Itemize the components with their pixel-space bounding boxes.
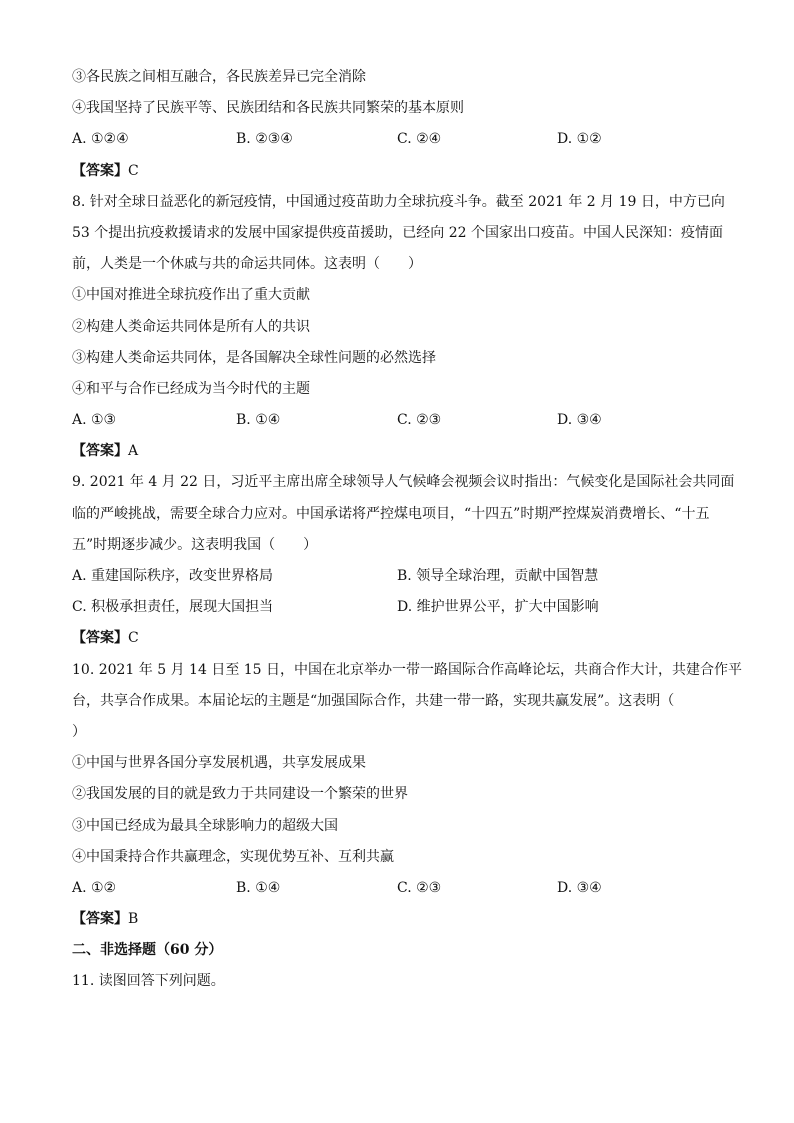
q10-item-1: ①中国与世界各国分享发展机遇，共享发展成果 [72, 755, 366, 772]
q8-answer [72, 436, 722, 467]
question-9 [72, 467, 735, 654]
q7-item-3: ③各民族之间相互融合，各民族差异已完全消除 [72, 69, 366, 85]
q10-item-3: ③中国已经成为最具全球影响力的超级大国 [72, 817, 338, 834]
q10-stem-line-1: 10. 2021 年 5 月 14 日至 15 日，中国在北京举办一带一路国际合作高峰论坛，共商合作大计，共建合作平 [72, 661, 743, 678]
q7-option-b: B. ②③④ [236, 131, 293, 148]
q7-options [72, 124, 722, 155]
q10-stem-line-3: ） [72, 723, 86, 740]
q9-option-d: D. 维护世界公平，扩大中国影响 [397, 599, 599, 616]
q10-item-4: ④中国秉持合作共赢理念，实现优势互补、互利共赢 [72, 848, 394, 865]
q9-answer-value: C [128, 630, 139, 647]
q7-answer-value: C [128, 162, 139, 179]
q10-option-c: C. ②③ [397, 879, 442, 896]
q8-item-4: ④和平与合作已经成为当今时代的主题 [72, 380, 310, 397]
q10-option-a: A. ①② [72, 879, 117, 896]
q8-stem-line-1: 8. 针对全球日益恶化的新冠疫情，中国通过疫苗助力全球抗疫斗争。截至 2021 年 2 月 19 日，中方已向 [72, 193, 725, 210]
q9-answer [72, 623, 722, 654]
q8-stem-line-2: 53 个提出抗疫救援请求的发展中国家提供疫苗援助，已经向 22 个国家出口疫苗。中国人民深知：疫情面 [72, 224, 723, 241]
q10-stem-line-2: 台，共享合作成果。本届论坛的主题是“加强国际合作，共建一带一路，实现共赢发展”。这表明（ [72, 692, 675, 709]
q8-item-1: ①中国对推进全球抗疫作出了重大贡献 [72, 287, 310, 304]
q9-options-row-2 [72, 592, 722, 623]
q8-option-c: C. ②③ [397, 412, 442, 429]
exam-page [72, 62, 743, 998]
q9-option-c: C. 积极承担责任，展现大国担当 [72, 599, 274, 616]
q8-answer-value: A [128, 443, 139, 460]
q11-stem: 11. 读图回答下列问题。 [72, 973, 225, 990]
q8-option-b: B. ①④ [236, 412, 281, 429]
q9-stem-line-2: 临的严峻挑战，需要全球合力应对。中国承诺将严控煤电项目，“十四五”时期严控煤炭消费增长、“十五 [72, 505, 710, 522]
q8-options [72, 405, 722, 436]
q7-answer-tag: 【答案】 [72, 162, 128, 179]
q9-stem-line-3: 五”时期逐步减少。这表明我国（ ） [72, 536, 318, 553]
question-10 [72, 655, 743, 936]
q9-answer-tag: 【答案】 [72, 630, 128, 647]
question-7 [72, 62, 722, 187]
section-2-title: 二、非选择题（60 分） [72, 942, 223, 959]
q9-option-b: B. 领导全球治理，贡献中国智慧 [397, 568, 599, 584]
q7-option-c: C. ②④ [397, 131, 442, 148]
q9-option-a: A. 重建国际秩序，改变世界格局 [72, 568, 274, 584]
q10-answer [72, 904, 722, 935]
q8-answer-tag: 【答案】 [72, 443, 128, 460]
q10-option-b: B. ①④ [236, 879, 281, 896]
q7-option-d: D. ①② [557, 131, 602, 148]
q7-answer [72, 156, 722, 187]
q10-item-2: ②我国发展的目的就是致力于共同建设一个繁荣的世界 [72, 786, 408, 803]
q8-stem-line-3: 前，人类是一个休戚与共的命运共同体。这表明（ ） [72, 256, 422, 273]
q8-option-d: D. ③④ [557, 412, 602, 429]
q10-options [72, 873, 722, 904]
q9-stem-line-1: 9. 2021 年 4 月 22 日，习近平主席出席全球领导人气候峰会视频会议时指出：气候变化是国际社会共同面 [72, 474, 735, 491]
q7-item-4: ④我国坚持了民族平等、民族团结和各民族共同繁荣的基本原则 [72, 100, 464, 117]
q10-option-d: D. ③④ [557, 879, 602, 896]
q10-answer-value: B [128, 911, 139, 928]
q9-options-row-1 [72, 561, 722, 592]
q10-answer-tag: 【答案】 [72, 911, 128, 928]
question-8 [72, 187, 725, 468]
q7-option-a: A. ①②④ [72, 131, 129, 148]
q8-option-a: A. ①③ [72, 412, 117, 429]
q8-item-3: ③构建人类命运共同体，是各国解决全球性问题的必然选择 [72, 349, 436, 366]
q8-item-2: ②构建人类命运共同体是所有人的共识 [72, 318, 310, 335]
